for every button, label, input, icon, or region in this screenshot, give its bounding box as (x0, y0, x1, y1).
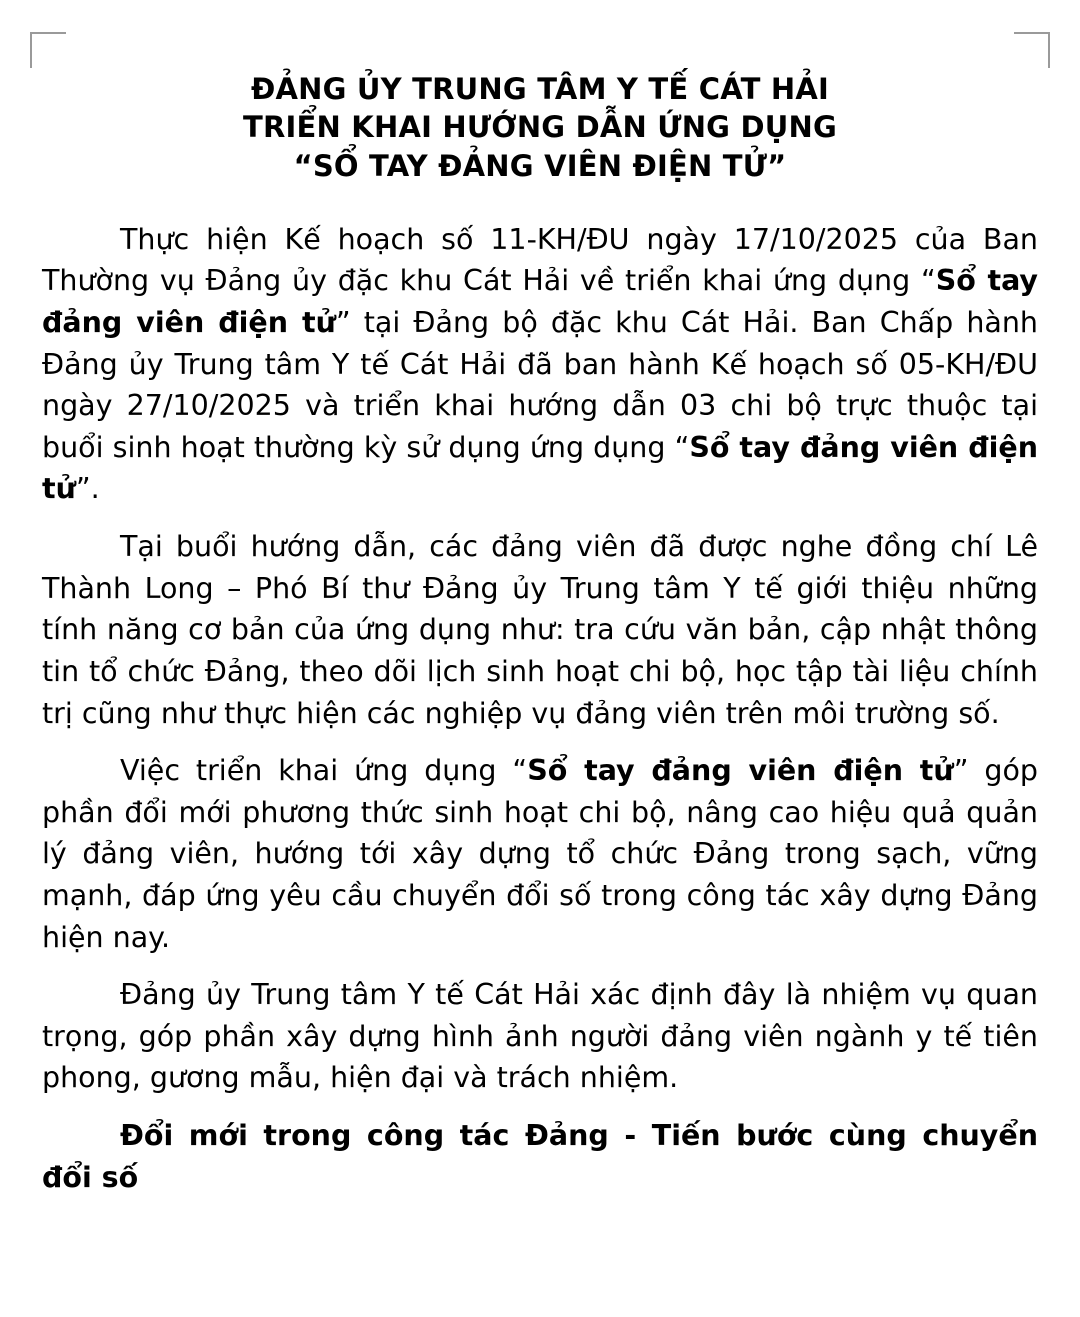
paragraph: Tại buổi hướng dẫn, các đảng viên đã được nghe đồng chí Lê Thành Long – Phó Bí thư Đảng ủy Trung tâm Y tế giới thiệu những tính năng cơ bản của ứng dụng như: tra cứu văn bản, cập nhật thông tin tổ chức Đảng, theo dõi lịch sinh hoạt chi bộ, học tập tài liệu chính trị cũng như thực hiện các nghiệp vụ đảng viên trên môi trường số. (42, 530, 1038, 730)
page-title (42, 70, 1038, 185)
paragraph: Việc triển khai ứng dụng “Sổ tay đảng viên điện tử” góp phần đổi mới phương thức sinh hoạt chi bộ, nâng cao hiệu quả quản lý đảng viên, hướng tới xây dựng tổ chức Đảng trong sạch, vững mạnh, đáp ứng yêu cầu chuyển đổi số trong công tác xây dựng Đảng hiện nay. (42, 754, 1038, 954)
paragraph: Đảng ủy Trung tâm Y tế Cát Hải xác định đây là nhiệm vụ quan trọng, góp phần xây dựng hình ảnh người đảng viên ngành y tế tiên phong, gương mẫu, hiện đại và trách nhiệm. (42, 978, 1038, 1095)
page-title-line-1: ĐẢNG ỦY TRUNG TÂM Y TẾ CÁT HẢI (251, 72, 829, 106)
closing-slogan: Đổi mới trong công tác Đảng - Tiến bước cùng chuyển đổi số (42, 1118, 1038, 1194)
page-title-line-3: “SỔ TAY ĐẢNG VIÊN ĐIỆN TỬ” (293, 148, 787, 183)
paragraph: Thực hiện Kế hoạch số 11-KH/ĐU ngày 17/10/2025 của Ban Thường vụ Đảng ủy đặc khu Cát Hải về triển khai ứng dụng “Sổ tay đảng viên điện tử” tại Đảng bộ đặc khu Cát Hải. Ban Chấp hành Đảng ủy Trung tâm Y tế Cát Hải đã ban hành Kế hoạch số 05-KH/ĐU ngày 27/10/2025 và triển khai hướng dẫn 03 chi bộ trực thuộc tại buổi sinh hoạt thường kỳ sử dụng ứng dụng “Sổ tay đảng viên điện tử”. (42, 222, 1038, 506)
page-title-line-2: TRIỂN KHAI HƯỚNG DẪN ỨNG DỤNG (243, 110, 837, 145)
document-body (42, 219, 1038, 1198)
